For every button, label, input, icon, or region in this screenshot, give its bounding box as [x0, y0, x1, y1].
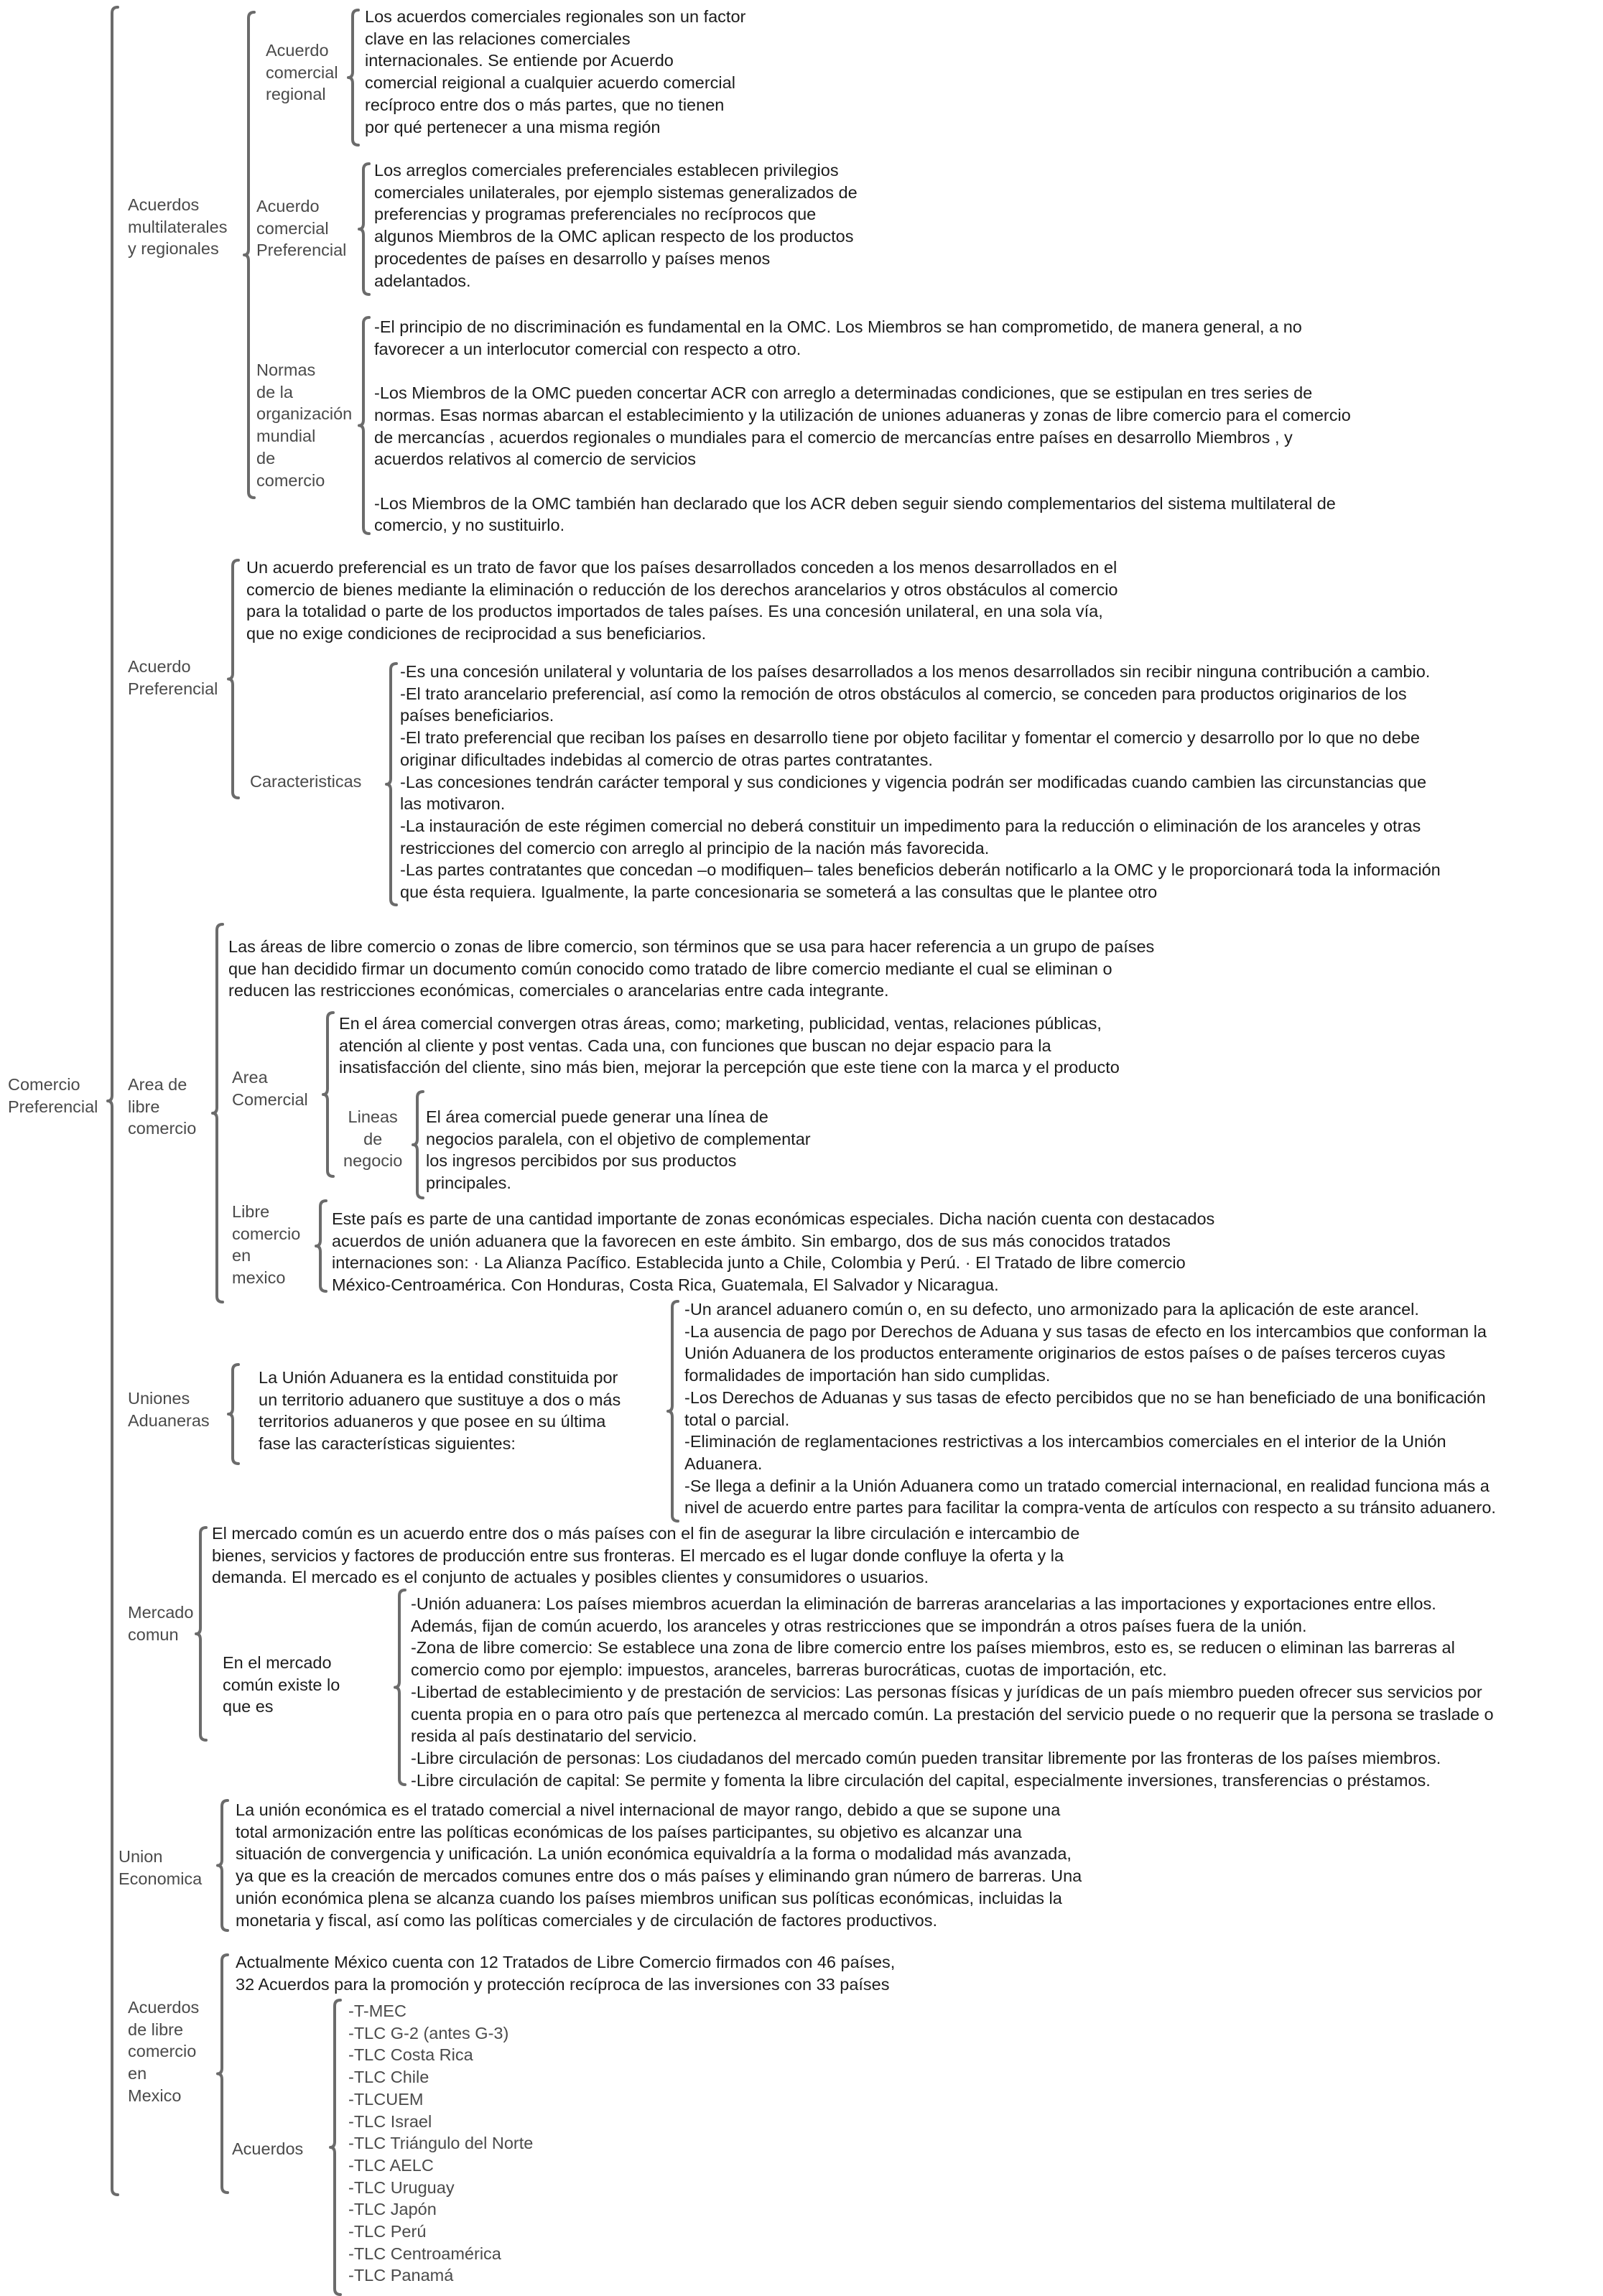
mercado-comun-definition: El mercado común es un acuerdo entre dos o más países con el fin de asegurar la libre circulación e intercambio de bienes, servicios y factores de producción entre sus fronteras. El mercado es el lugar donde confluye la oferta y la demanda. El mercado es el conjunto de actuales y posibles clientes y consumidores o usuarios.: [212, 1524, 1080, 1587]
mercado-comun-sub-label: En el mercado común existe lo que es: [223, 1653, 340, 1716]
section-uniones-aduaneras-brace: [228, 1363, 250, 1465]
acr-text: Los acuerdos comerciales regionales son un factor clave en las relaciones comerciales internacionales. Se entiende por Acuerdo comercial reigional a cualquier acuerdo comercial recíproco entre dos o más partes, que no tienen por qué pertenecer a una misma región: [365, 7, 746, 136]
omc-text: -El principio de no discriminación es fundamental en la OMC. Los Miembros se han comprometido, de manera general, a no favorecer a un interlocutor comercial con respecto a otro. -Los Miembros de la OMC pueden concertar ACR con arreglo a determinadas condiciones, que se estipulan en tres series de normas. Esas normas abarcan el establecimiento y la utilización de uniones aduaneras y zonas de libre comercio para el comercio de mercancías , acuerdos regionales o mundiales para el comercio de mercancías entre países en desarrollo Miembros , y acuerdos relativos al comercio de servicios -Los Miembros de la OMC también han declarado que los ACR deben seguir siendo complementarios del sistema multilateral de comercio, y no sustituirlo.: [374, 317, 1351, 535]
acuerdo-item: -TLC Israel: [348, 2111, 432, 2131]
acuerdo-item: -TLC Panamá: [348, 2266, 454, 2285]
acp-text: Los arreglos comerciales preferenciales establecen privilegios comerciales unilaterales, por ejemplo sistemas generalizados de preferencias y programas preferenciales no recíprocos que algunos Miembros de la OMC aplican respecto de los productos procedentes de países en desarrollo y países menos adelantados.: [374, 161, 858, 290]
acuerdo-item: -TLC Chile: [348, 2068, 429, 2087]
lineas-negocio-text: El área comercial puede generar una línea de negocios paralela, con el objetivo de complementar los ingresos percibidos por sus productos principales.: [426, 1107, 811, 1193]
acuerdo-item: -TLC Centroamérica: [348, 2244, 501, 2263]
libre-comercio-mexico-label: Libre comercio en mexico: [232, 1202, 301, 1288]
acuerdo-item: -TLC AELC: [348, 2155, 434, 2175]
acuerdo-item: -TLC G-2 (antes G-3): [348, 2023, 509, 2042]
uniones-aduaneras-list: -Un arancel aduanero común o, en su defecto, uno armonizado para la aplicación de este arancel. -La ausencia de pago por Derechos de Aduana y sus tasas de efecto en los intercambios que conforman la Unión Aduanera de los productos enteramente originarios de estos países o de países terceros cuyas formalidades de importación han sido cumplidas. -Los Derechos de Aduanas y sus tasas de efecto percibidos que no se han beneficiado de una bonificación total o parcial. -Eliminación de reglamentaciones restrictivas a los intercambios comerciales en el interior de la Unión Aduanera. -Se llega a definir a la Unión Aduanera como un tratado comercial internacional, en realidad funciona más a nivel de acuerdo entre partes para facilitar la compra-venta de artículos con respecto a su tránsito aduanero.: [684, 1300, 1496, 1518]
uniones-aduaneras-definition: La Unión Aduanera es la entidad constituida por un territorio aduanero que sustituye a dos o más territorios aduaneros y que posee en su última fase las características siguientes:: [259, 1368, 621, 1454]
acuerdo-item: -T-MEC: [348, 2002, 406, 2020]
section-multilaterales-label: Acuerdos multilaterales y regionales: [128, 195, 228, 259]
acuerdo-item: -TLC Costa Rica: [348, 2045, 473, 2065]
mercado-comun-list: -Unión aduanera: Los países miembros acuerdan la eliminación de barreras arancelarias a las importaciones y exportaciones entre ellos. Además, fijan de común acuerdo, los aranceles y otras restricciones que se impondrán a otros países fuera de la unión. -Zona de libre comercio: Se establece una zona de libre comercio entre los países miembros, esto es, se reducen o eliminan las barreras al comercio como por ejemplo: impuestos, aranceles, barreras burocráticas, cuotas de importación, etc. -Libertad de establecimiento y de prestación de servicios: Las personas físicas y jurídicas de un país miembro pueden ofrecer sus servicios por cuenta propia en o para otro país que pertenezca al mercado común. La prestación del servicio puede o no requerir que la persona se traslade o resida al país destinatario del servicio. -Libre circulación de personas: Los ciudadanos del mercado común pueden transitar libremente por las fronteras de los países miembros. -Libre circulación de capital: Se permite y fomenta la libre circulación del capital, especialmente inversiones, transferencias o préstamos.: [411, 1594, 1494, 1790]
section-area-libre-comercio-label: Area de libre comercio: [128, 1075, 197, 1138]
section-acuerdo-preferencial-label: Acuerdo Preferencial: [128, 657, 218, 698]
acuerdo-item: -TLC Uruguay: [348, 2178, 455, 2197]
omc-label: Normas de la organización mundial de comercio: [256, 361, 353, 490]
caracteristicas-label: Caracteristicas: [250, 772, 362, 791]
acuerdos-sub-label: Acuerdos: [232, 2139, 304, 2158]
area-libre-comercio-definition: Las áreas de libre comercio o zonas de libre comercio, son términos que se usa para hacer referencia a un grupo de países que han decidido firmar un documento común conocido como tratado de libre comercio mediante el cual se eliminan o reducen las restricciones económicas, comerciales o arancelarias entre cada integrante.: [228, 937, 1155, 1000]
section-acuerdos-mexico-label: Acuerdos de libre comercio en Mexico: [128, 1998, 200, 2105]
acuerdos-mexico-definition: Actualmente México cuenta con 12 Tratados de Libre Comercio firmados con 46 países, 32 Acuerdos para la promoción y protección recíproca de las inversiones con 33 países: [236, 1953, 896, 1994]
acp-label: Acuerdo comercial Preferencial: [256, 197, 347, 260]
caracteristicas-text: -Es una concesión unilateral y voluntaria de los países desarrollados a los menos desarrollados sin recibir ninguna contribución a cambio. -El trato arancelario preferencial, así como la remoción de otros obstáculos al comercio, se conceden para productos originarios de los países beneficiarios. -El trato preferencial que reciban los países en desarrollo tiene por objeto facilitar y fomentar el comercio y desarrollo por lo que no debe originar dificultades indebidas al comercio de otras partes contratantes. -Las concesiones tendrán carácter temporal y sus condiciones y vigencia podrán ser modificadas cuando cambien las circunstancias que las motivaron. -La instauración de este régimen comercial no deberá constituir un impedimento para la reducción o eliminación de los aranceles y otras restricciones del comercio con arreglo al principio de la nación más favorecida. -Las partes contratantes que concedan –o modifiquen– tales beneficios deberán notificarlo a la OMC y le proporcionará toda la información que ésta requiera. Igualmente, la parte concesionaria se someterá a las consultas que le plantee otro: [400, 662, 1441, 902]
area-comercial-text: En el área comercial convergen otras áreas, como; marketing, publicidad, ventas, relaciones públicas, atención al cliente y post ventas. Cada una, con funciones que buscan no dejar espacio para la insatisfacción del cliente, sino más bien, mejorar la percepción que este tiene con la marca y el producto: [339, 1014, 1120, 1077]
acuerdo-item: -TLCUEM: [348, 2089, 424, 2109]
section-uniones-aduaneras-label: Uniones Aduaneras: [128, 1389, 210, 1430]
lineas-negocio-label: Lineas de negocio: [343, 1107, 403, 1171]
acuerdo-item: -TLC Japón: [348, 2200, 437, 2219]
acuerdo-item: -TLC Perú: [348, 2222, 427, 2241]
root-label: Comercio Preferencial: [8, 1075, 98, 1116]
union-economica-definition: La unión económica es el tratado comercial a nivel internacional de mayor rango, debido a que se supone una total armonización entre las políticas económicas de los países participantes, su objetivo es alcanzar una situación de convergencia y unificación. La unión económica equivaldría a la forma o modalidad más avanzada, ya que es la creación de mercados comunes entre dos o más países y eliminando gran número de barreras. Una unión económica plena se alcanza cuando los países miembros unifican sus políticas económicas, incluidas la monetaria y fiscal, así como las políticas comerciales y de circulación de factores productivos.: [236, 1800, 1082, 1930]
area-comercial-label: Area Comercial: [232, 1068, 308, 1109]
section-mercado-comun-label: Mercado comun: [128, 1603, 194, 1644]
section-union-economica-label: Union Economica: [119, 1847, 203, 1888]
acr-label: Acuerdo comercial regional: [266, 41, 338, 104]
libre-comercio-mexico-text: Este país es parte de una cantidad importante de zonas económicas especiales. Dicha nación cuenta con destacados acuerdos de unión aduanera que la favorecen en este ámbito. Sin embargo, dos de sus más conocidos tratados internaciones son: · La Alianza Pacífico. Establecida junto a Chile, Colombia y Perú. · El Tratado de libre comercio México-Centroamérica. Con Honduras, Costa Rica, Guatemala, El Salvador y Nicaragua.: [332, 1209, 1215, 1295]
acuerdos-list: [348, 2000, 533, 2287]
acuerdo-preferencial-definition: Un acuerdo preferencial es un trato de favor que los países desarrollados conceden a los menos desarrollados en el comercio de bienes mediante la eliminación o reducción de los derechos arancelarios y otros obstáculos al comercio para la totalidad o parte de los productos importados de tales países. Es una concesión unilateral, en una sola vía, que no exige condiciones de reciprocidad a sus beneficiarios.: [246, 558, 1118, 643]
acuerdo-item: -TLC Triángulo del Norte: [348, 2134, 534, 2153]
